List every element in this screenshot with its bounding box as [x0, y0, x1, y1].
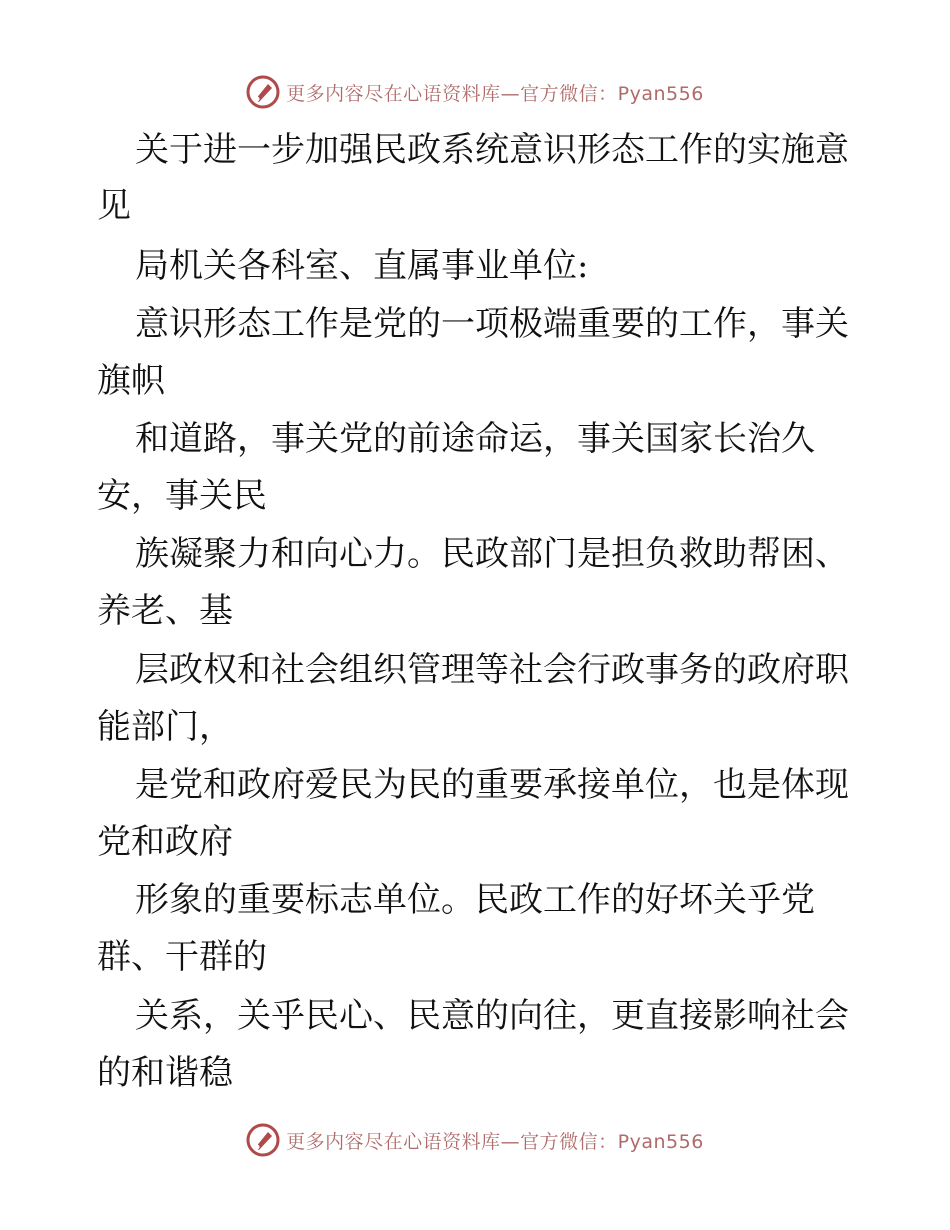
title-line-1: 关于进一步加强民政系统意识形态工作的实施意 [135, 130, 849, 170]
paragraph-line: 层政权和社会组织管理等社会行政事务的政府职 [135, 650, 849, 690]
pen-logo-icon [246, 1123, 280, 1157]
paragraph-line: 形象的重要标志单位。民政工作的好坏关乎党 [135, 880, 815, 920]
paragraph-line: 族凝聚力和向心力。民政部门是担负救助帮困、 [135, 534, 849, 574]
paragraph-line: 安，事关民 [97, 476, 267, 516]
paragraph-line: 意识形态工作是党的一项极端重要的工作，事关 [135, 304, 849, 344]
paragraph-line: 是党和政府爱民为民的重要承接单位，也是体现 [135, 765, 849, 805]
paragraph-line: 养老、基 [97, 591, 233, 631]
paragraph-line: 关系，关乎民心、民意的向往，更直接影响社会 [135, 996, 849, 1036]
paragraph-line: 和道路，事关党的前途命运，事关国家长治久 [135, 419, 815, 459]
paragraph-line: 能部门， [97, 707, 233, 747]
paragraph-line: 党和政府 [97, 822, 233, 862]
paragraph-line: 的和谐稳 [97, 1053, 233, 1093]
title-line-2: 见 [97, 186, 131, 226]
salutation: 局机关各科室、直属事业单位: [135, 246, 589, 286]
footer-watermark [0, 1120, 950, 1160]
watermark-text: 更多内容尽在心语资料库—官方微信：Pyan556 [286, 1130, 704, 1153]
header-watermark [0, 72, 950, 112]
paragraph-line: 群、干群的 [97, 937, 267, 977]
watermark-text: 更多内容尽在心语资料库—官方微信：Pyan556 [286, 82, 704, 105]
pen-logo-icon [246, 75, 280, 109]
paragraph-line: 旗帜 [97, 361, 165, 401]
